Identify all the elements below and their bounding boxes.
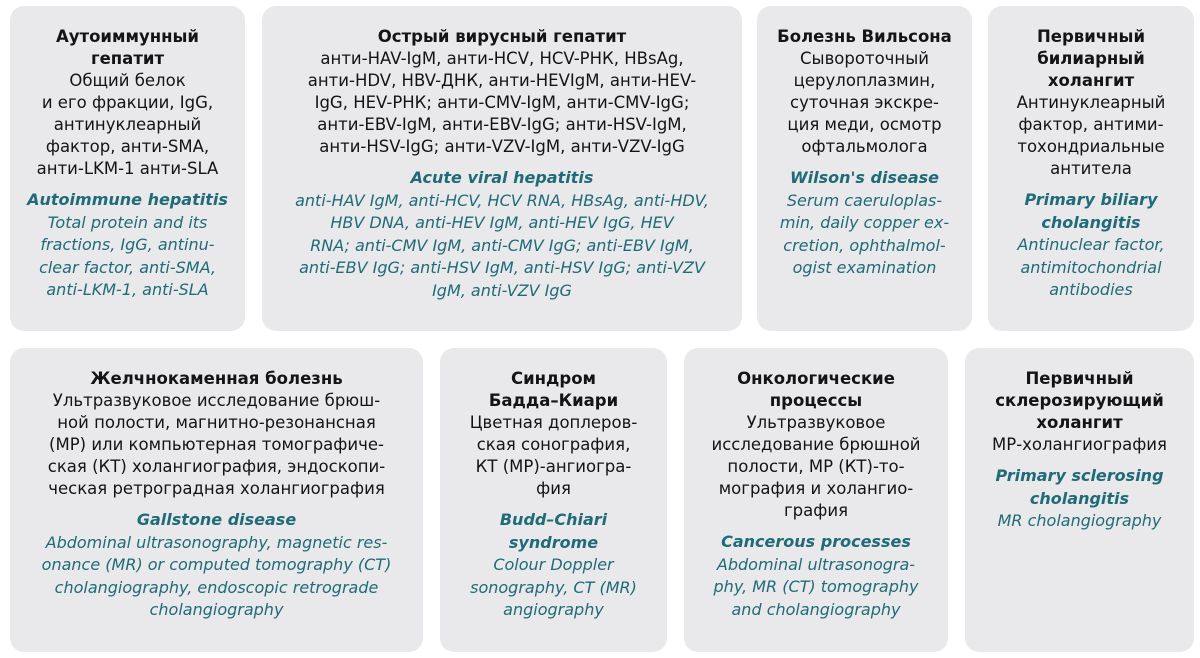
russian-title-line: Аутоиммунный bbox=[56, 27, 199, 46]
russian-text-line: IgG, HEV-РНК; анти-CMV-IgM, анти-CMV-IgG; bbox=[314, 93, 690, 112]
english-text bbox=[440, 554, 667, 622]
russian-text-line: ной полости, магнитно-резонансная bbox=[57, 413, 376, 432]
english-title-line: Primary biliary bbox=[1024, 190, 1158, 209]
russian-title-line: Первичный bbox=[1036, 27, 1146, 46]
russian-text-line: фактор, антими- bbox=[1018, 115, 1164, 134]
russian-text-line: ская (КТ) холангиография, эндоскопи- bbox=[47, 457, 386, 476]
russian-title bbox=[988, 26, 1194, 92]
russian-title-line: билиарный bbox=[1037, 49, 1145, 68]
english-text-line: anti-HAV IgM, anti-HCV, HCV RNA, HBsAg, anti-HDV, bbox=[295, 190, 709, 210]
english-text-line: Serum caeruloplas- bbox=[786, 190, 943, 210]
russian-text-line: суточная экскре- bbox=[790, 93, 939, 112]
card-autoimmune-hepatitis bbox=[10, 6, 245, 331]
russian-text bbox=[684, 412, 948, 522]
russian-text-line: антитела bbox=[1050, 159, 1132, 178]
russian-text bbox=[757, 48, 972, 158]
card-budd-chiari-syndrome bbox=[440, 348, 667, 652]
english-text-line: angiography bbox=[503, 600, 604, 619]
russian-text-line: КТ (МР)-ангиогра- bbox=[475, 457, 632, 476]
russian-text bbox=[440, 412, 667, 500]
russian-text-line: мография и холангио- bbox=[718, 479, 914, 498]
russian-text-line: Ультразвуковое исследование брюш- bbox=[52, 391, 381, 410]
english-text-line: HBV DNA, anti-HEV IgM, anti-HEV IgG, HEV bbox=[330, 213, 674, 232]
english-text-line: fractions, IgG, antinu- bbox=[40, 235, 215, 254]
english-text-line: cholangiography bbox=[149, 600, 284, 619]
russian-text-line: ческая ретроградная холангиография bbox=[48, 479, 385, 498]
english-text-line: cretion, ophthalmol- bbox=[783, 235, 946, 255]
russian-text-line: (МР) или компьютерная томографиче- bbox=[49, 435, 384, 454]
russian-title bbox=[757, 26, 972, 48]
english-title bbox=[262, 167, 742, 190]
english-title bbox=[440, 509, 667, 554]
english-text-line: and cholangiography bbox=[731, 599, 901, 619]
russian-title-line: Острый вирусный гепатит bbox=[377, 27, 627, 46]
english-title-line: cholangitis bbox=[1041, 212, 1141, 232]
english-text-line: onance (MR) or computed tomography (CT) bbox=[41, 555, 392, 574]
english-text-line: min, daily copper ex- bbox=[779, 213, 950, 232]
english-text-line: IgM, anti-VZV IgG bbox=[432, 280, 572, 300]
russian-text bbox=[988, 92, 1194, 180]
russian-title-line: Синдром bbox=[510, 369, 597, 388]
english-text-line: antibodies bbox=[1049, 280, 1133, 299]
english-title-line: syndrome bbox=[508, 532, 599, 552]
russian-text-line: Ультразвуковое bbox=[746, 413, 886, 432]
english-title-line: cholangitis bbox=[1029, 488, 1130, 508]
russian-text-line: анти-HSV-IgG; анти-VZV-IgM, анти-VZV-IgG bbox=[319, 137, 685, 156]
english-text bbox=[965, 510, 1194, 533]
card-wilsons-disease bbox=[757, 6, 972, 331]
russian-text-line: ская сонография, bbox=[476, 435, 631, 454]
english-text-line: phy, MR (CT) tomography bbox=[713, 577, 919, 596]
english-title-line: Budd–Chiari bbox=[499, 510, 608, 529]
english-text-line: anti-EBV IgG; anti-HSV IgM, anti-HSV IgG; anti-VZV bbox=[299, 258, 705, 277]
russian-title-line: Болезнь Вильсона bbox=[777, 27, 952, 46]
card-primary-biliary-cholangitis bbox=[988, 6, 1194, 331]
english-title-line: Primary sclerosing bbox=[995, 466, 1164, 485]
english-text-line: clear factor, anti-SMA, bbox=[39, 257, 216, 277]
russian-title bbox=[10, 26, 245, 70]
card-primary-sclerosing-cholangitis bbox=[965, 348, 1194, 652]
russian-title bbox=[965, 368, 1194, 434]
english-text-line: sonography, CT (MR) bbox=[470, 577, 637, 597]
russian-text bbox=[965, 434, 1194, 456]
russian-text-line: тохондриальные bbox=[1017, 137, 1165, 156]
card-acute-viral-hepatitis bbox=[262, 6, 742, 331]
english-text bbox=[757, 190, 972, 280]
english-text bbox=[684, 554, 948, 622]
russian-text-line: анти-LKM-1 анти-SLA bbox=[36, 159, 219, 178]
russian-title-line: Бадда–Киари bbox=[488, 391, 619, 410]
english-title bbox=[965, 465, 1194, 510]
english-text bbox=[988, 234, 1194, 302]
russian-text-line: исследование брюшной bbox=[711, 435, 921, 454]
russian-text-line: антинуклеарный bbox=[53, 115, 202, 134]
russian-text-line: полости, МР (КТ)-то- bbox=[727, 457, 905, 476]
russian-text-line: Общий белок bbox=[69, 71, 186, 90]
english-title bbox=[10, 509, 423, 532]
russian-text-line: анти-EBV-IgM, анти-EBV-IgG; анти-HSV-IgM, bbox=[317, 115, 687, 134]
english-text-line: Colour Doppler bbox=[493, 555, 614, 574]
english-text-line: Abdominal ultrasonography, magnetic res- bbox=[45, 532, 388, 552]
english-text-line: Antinuclear factor, bbox=[1017, 235, 1165, 254]
russian-title-line: холангит bbox=[1036, 413, 1123, 432]
russian-title-line: Первичный bbox=[1025, 369, 1134, 388]
russian-title-line: холангит bbox=[1047, 71, 1135, 90]
english-text-line: MR cholangiography bbox=[997, 511, 1162, 530]
russian-text-line: анти-HAV-IgM, анти-HCV, HCV-РНК, HBsAg, bbox=[320, 49, 684, 68]
russian-text-line: графия bbox=[783, 501, 848, 520]
russian-text-line: анти-HDV, HBV-ДНК, анти-HEVIgM, анти-HEV- bbox=[307, 71, 697, 90]
english-text-line: Total protein and its bbox=[47, 212, 208, 232]
russian-text-line: офтальмолога bbox=[801, 137, 928, 156]
russian-title-line: гепатит bbox=[90, 49, 165, 68]
russian-title-line: склерозирующий bbox=[995, 391, 1164, 410]
english-text-line: ogist examination bbox=[792, 258, 937, 277]
russian-text-line: ция меди, осмотр bbox=[787, 115, 942, 134]
russian-text bbox=[262, 48, 742, 158]
russian-text-line: церулоплазмин, bbox=[793, 71, 936, 90]
russian-title-line: процессы bbox=[769, 391, 863, 410]
russian-title-line: Онкологические bbox=[737, 369, 895, 388]
russian-text-line: Цветная доплеров- bbox=[469, 413, 638, 432]
english-title bbox=[10, 189, 245, 212]
russian-title bbox=[262, 26, 742, 48]
card-cancerous-processes bbox=[684, 348, 948, 652]
english-text bbox=[10, 532, 423, 622]
english-title-line: Autoimmune hepatitis bbox=[27, 190, 228, 209]
english-text-line: RNA; anti-CMV IgM, anti-CMV IgG; anti-EBV IgM, bbox=[310, 235, 694, 255]
russian-text bbox=[10, 390, 423, 500]
english-text-line: antimitochondrial bbox=[1020, 257, 1162, 277]
russian-title bbox=[10, 368, 423, 390]
english-title bbox=[684, 531, 948, 554]
english-title bbox=[757, 167, 972, 190]
english-title bbox=[988, 189, 1194, 234]
english-title-line: Acute viral hepatitis bbox=[410, 168, 594, 187]
russian-text-line: МР-холангиография bbox=[992, 435, 1167, 454]
russian-text-line: фактор, анти-SMA, bbox=[45, 137, 210, 156]
card-gallstone-disease bbox=[10, 348, 423, 652]
english-text-line: Abdominal ultrasonogra- bbox=[716, 554, 916, 574]
english-text bbox=[10, 212, 245, 302]
english-text-line: cholangiography, endoscopic retrograde bbox=[54, 577, 379, 597]
english-title-line: Cancerous processes bbox=[721, 532, 911, 551]
russian-text-line: Антинуклеарный bbox=[1016, 93, 1166, 112]
english-title-line: Gallstone disease bbox=[136, 510, 297, 529]
english-text-line: anti-LKM-1, anti-SLA bbox=[46, 280, 209, 299]
english-title-line: Wilson's disease bbox=[790, 168, 939, 187]
russian-text-line: фия bbox=[536, 479, 571, 498]
russian-title-line: Желчнокаменная болезнь bbox=[90, 369, 343, 388]
russian-title bbox=[684, 368, 948, 412]
russian-text bbox=[10, 70, 245, 180]
russian-text-line: Сывороточный bbox=[800, 49, 929, 68]
english-text bbox=[262, 190, 742, 303]
russian-title bbox=[440, 368, 667, 412]
russian-text-line: и его фракции, IgG, bbox=[41, 93, 214, 112]
